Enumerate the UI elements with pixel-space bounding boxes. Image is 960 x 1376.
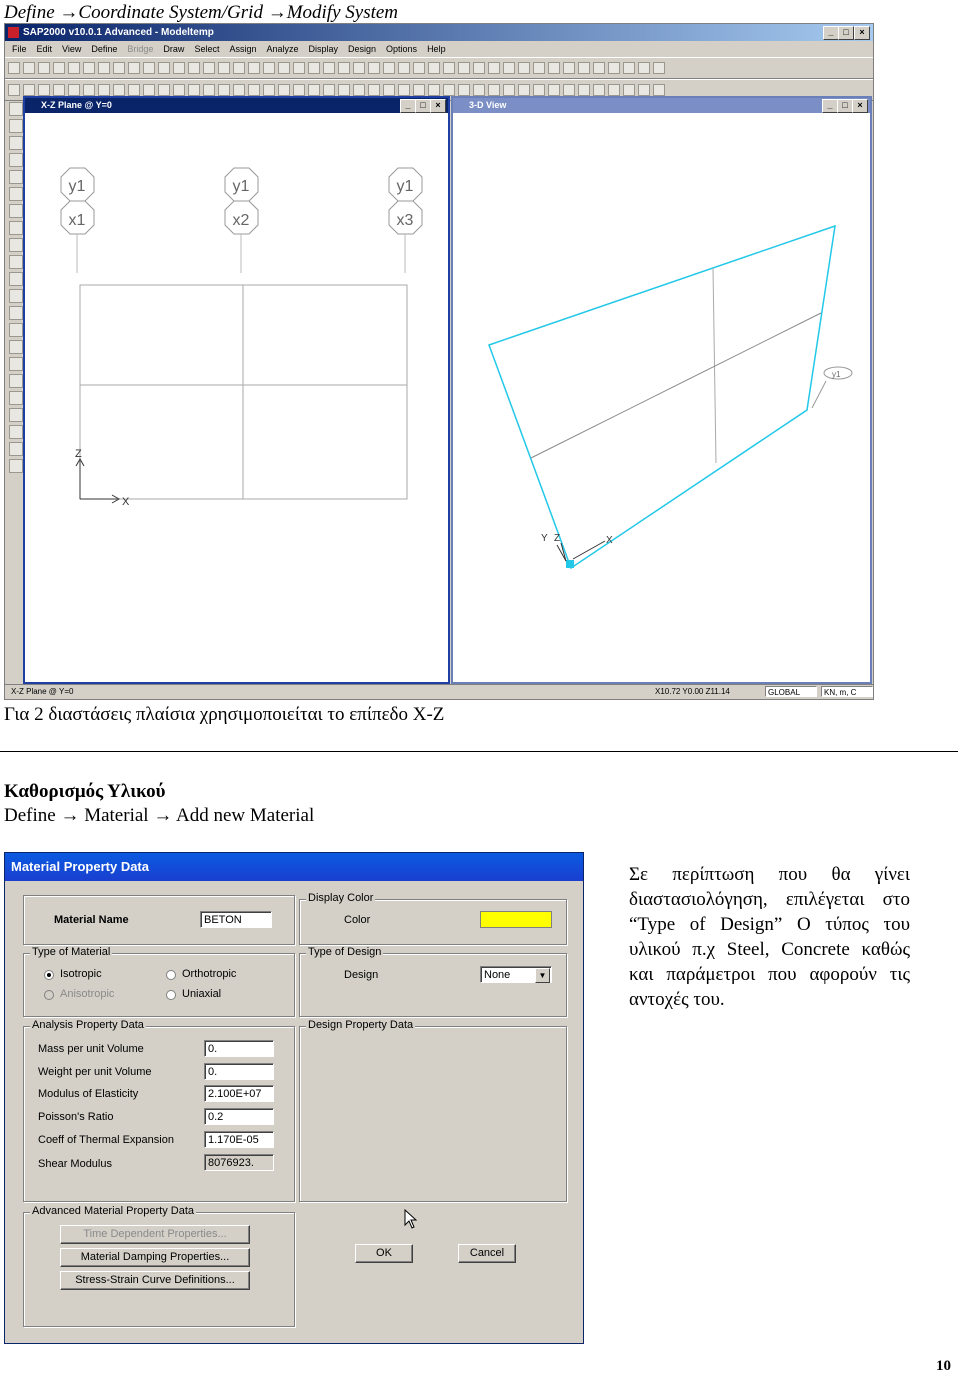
3d-maximize-button[interactable]: □ (837, 99, 853, 113)
material-name-label: Material Name (54, 914, 129, 926)
toolbar-tool-icon[interactable] (518, 62, 530, 74)
3d-bubble-label: y1 (832, 370, 841, 379)
toolbar-tool-icon[interactable] (233, 84, 245, 96)
material-damping-button[interactable]: Material Damping Properties... (60, 1248, 250, 1267)
color-label: Color (344, 914, 371, 926)
material-property-dialog (4, 852, 584, 1344)
menu-options[interactable]: Options (386, 44, 418, 54)
draw-tool-icon[interactable] (9, 119, 23, 133)
toolbar-tool-icon[interactable] (593, 84, 605, 96)
orthotropic-label: Orthotropic (182, 968, 237, 980)
toolbar-tool-icon[interactable] (368, 62, 380, 74)
toolbar-tool-icon[interactable] (518, 84, 530, 96)
weight-per-volume-input[interactable]: 0. (204, 1063, 274, 1080)
draw-tool-icon[interactable] (9, 408, 23, 422)
sap-titlebar (5, 24, 873, 41)
toolbar-tool-icon[interactable] (218, 84, 230, 96)
3d-frame-outline (489, 226, 835, 568)
menu-assign[interactable]: Assign (229, 44, 257, 54)
weight-per-volume-label: Weight per unit Volume (38, 1066, 152, 1078)
mouse-cursor-icon (404, 1209, 418, 1229)
menu-bridge[interactable]: Bridge (127, 44, 154, 54)
draw-tool-icon[interactable] (9, 306, 23, 320)
draw-tool-icon[interactable] (9, 442, 23, 456)
3d-window-title: 3-D View (469, 100, 507, 110)
draw-tool-icon[interactable] (9, 153, 23, 167)
mass-per-volume-input[interactable]: 0. (204, 1040, 274, 1057)
toolbar-tool-icon[interactable] (608, 62, 620, 74)
toolbar-tool-icon[interactable] (458, 84, 470, 96)
advanced-property-label: Advanced Material Property Data (32, 1205, 195, 1217)
xz-window-title: X-Z Plane @ Y=0 (41, 100, 112, 110)
draw-tool-icon[interactable] (9, 374, 23, 388)
path-add-new-material: Add new Material (176, 805, 315, 826)
toolbar-tool-icon[interactable] (323, 84, 335, 96)
toolbar-tool-icon[interactable] (203, 84, 215, 96)
toolbar-tool-icon[interactable] (263, 84, 275, 96)
arrow-icon: → (60, 805, 80, 826)
stress-strain-button[interactable]: Stress-Strain Curve Definitions... (60, 1271, 250, 1290)
toolbar-tool-icon[interactable] (473, 84, 485, 96)
minimize-button[interactable]: _ (823, 26, 839, 40)
toolbar-tool-icon[interactable] (8, 62, 20, 74)
toolbar-tool-icon[interactable] (608, 84, 620, 96)
toolbar-tool-icon[interactable] (488, 84, 500, 96)
anisotropic-label: Anisotropic (60, 988, 115, 1000)
axis-triad (75, 448, 130, 508)
arrow-icon: → (59, 2, 79, 23)
heading-define: Define (4, 2, 55, 23)
analysis-property-group (23, 1019, 295, 1202)
xz-maximize-button[interactable]: □ (415, 99, 431, 113)
design-label: Design (344, 969, 379, 981)
toolbar-tool-icon[interactable] (188, 84, 200, 96)
poissons-ratio-input[interactable]: 0.2 (204, 1108, 274, 1125)
toolbar-tool-icon[interactable] (218, 62, 230, 74)
toolbar-tool-icon[interactable] (83, 84, 95, 96)
toolbar-tool-icon[interactable] (248, 62, 260, 74)
isotropic-radio[interactable] (44, 970, 54, 980)
cancel-button[interactable]: Cancel (458, 1244, 516, 1263)
toolbar-tool-icon[interactable] (353, 84, 365, 96)
draw-tool-icon[interactable] (9, 102, 23, 116)
3d-minimize-button[interactable]: _ (822, 99, 838, 113)
3d-axis-z-label: Z (554, 533, 561, 544)
thermal-expansion-input[interactable]: 1.170E-05 (204, 1131, 274, 1148)
menu-help[interactable]: Help (427, 44, 446, 54)
toolbar-tool-icon[interactable] (128, 62, 140, 74)
toolbar-tool-icon[interactable] (548, 84, 560, 96)
modulus-of-elasticity-label: Modulus of Elasticity (38, 1088, 139, 1100)
sap-logo-icon (8, 27, 19, 38)
toolbar-tool-icon[interactable] (623, 62, 635, 74)
toolbar-tool-icon[interactable] (323, 62, 335, 74)
toolbar-tool-icon[interactable] (428, 62, 440, 74)
toolbar-tool-icon[interactable] (338, 84, 350, 96)
material-name-input[interactable]: BETON (200, 911, 272, 928)
material-path (4, 805, 314, 827)
toolbar-tool-icon[interactable] (563, 62, 575, 74)
toolbar-main (5, 57, 873, 79)
toolbar-tool-icon[interactable] (353, 62, 365, 74)
toolbar-tool-icon[interactable] (488, 62, 500, 74)
toolbar-tool-icon[interactable] (23, 62, 35, 74)
heading-coordinate-system: Coordinate System/Grid (78, 2, 263, 23)
3d-canvas (453, 113, 870, 682)
grid-label-top: y1 (68, 178, 86, 195)
menu-draw[interactable]: Draw (163, 44, 185, 54)
analysis-property-label: Analysis Property Data (32, 1019, 144, 1031)
coordinate-system-select[interactable]: GLOBAL (765, 686, 817, 697)
draw-tool-icon[interactable] (9, 323, 23, 337)
arrow-icon: → (267, 2, 287, 23)
grid-label-top: y1 (396, 178, 414, 195)
toolbar-tool-icon[interactable] (398, 84, 410, 96)
left-toolbar (7, 99, 23, 476)
menu-define[interactable]: Define (91, 44, 118, 54)
xz-grid-canvas (25, 113, 448, 682)
3d-axis-triad (541, 533, 613, 568)
draw-tool-icon[interactable] (9, 238, 23, 252)
sap2000-window (4, 23, 874, 700)
shear-modulus-value: 8076923. (204, 1154, 274, 1171)
menu-select[interactable]: Select (194, 44, 220, 54)
design-select[interactable] (480, 966, 552, 983)
toolbar-tool-icon[interactable] (278, 62, 290, 74)
toolbar-tool-icon[interactable] (53, 84, 65, 96)
path-define: Define (4, 805, 56, 826)
toolbar-tool-icon[interactable] (188, 62, 200, 74)
toolbar-tool-icon[interactable] (473, 62, 485, 74)
toolbar-tool-icon[interactable] (503, 84, 515, 96)
menu-view[interactable]: View (62, 44, 82, 54)
heading-path (4, 2, 398, 24)
dialog-title: Material Property Data (5, 853, 583, 881)
toolbar-tool-icon[interactable] (548, 62, 560, 74)
draw-tool-icon[interactable] (9, 170, 23, 184)
toolbar-tool-icon[interactable] (458, 62, 470, 74)
toolbar-tool-icon[interactable] (248, 84, 260, 96)
toolbar-tool-icon[interactable] (308, 62, 320, 74)
grid-bubble-1 (61, 168, 94, 234)
toolbar-tool-icon[interactable] (653, 84, 665, 96)
toolbar-tool-icon[interactable] (53, 62, 65, 74)
toolbar-tool-icon[interactable] (233, 62, 245, 74)
type-of-design-group (299, 946, 567, 1017)
draw-tool-icon[interactable] (9, 187, 23, 201)
toolbar-tool-icon[interactable] (368, 84, 380, 96)
toolbar-tool-icon[interactable] (563, 84, 575, 96)
toolbar-tool-icon[interactable] (173, 84, 185, 96)
xz-minimize-button[interactable]: _ (400, 99, 416, 113)
toolbar-tool-icon[interactable] (398, 62, 410, 74)
toolbar-tool-icon[interactable] (428, 84, 440, 96)
toolbar-tool-icon[interactable] (443, 62, 455, 74)
material-name-group (23, 895, 295, 945)
status-view-label: X-Z Plane @ Y=0 (11, 687, 74, 696)
status-bar (5, 684, 873, 699)
toolbar-tool-icon[interactable] (113, 62, 125, 74)
maximize-button[interactable]: □ (838, 26, 854, 40)
toolbar-tool-icon[interactable] (533, 62, 545, 74)
toolbar-tool-icon[interactable] (638, 84, 650, 96)
type-of-design-label: Type of Design (308, 946, 382, 958)
close-button[interactable]: × (854, 26, 870, 40)
menu-file[interactable]: File (12, 44, 27, 54)
arrow-icon: → (153, 805, 173, 826)
toolbar-tool-icon[interactable] (158, 84, 170, 96)
draw-tool-icon[interactable] (9, 255, 23, 269)
grid-label-bottom: x2 (232, 212, 250, 229)
draw-tool-icon[interactable] (9, 391, 23, 405)
display-color-label: Display Color (308, 892, 374, 904)
units-select[interactable]: KN, m, C (821, 686, 873, 697)
toolbar-tool-icon[interactable] (98, 84, 110, 96)
divider (0, 751, 958, 752)
menu-design[interactable]: Design (348, 44, 377, 54)
isotropic-label: Isotropic (60, 968, 102, 980)
xz-window-titlebar (25, 98, 448, 113)
toolbar-tool-icon[interactable] (38, 84, 50, 96)
toolbar-tool-icon[interactable] (68, 62, 80, 74)
type-of-material-label: Type of Material (32, 946, 111, 958)
toolbar-tool-icon[interactable] (203, 62, 215, 74)
toolbar-tool-icon[interactable] (638, 62, 650, 74)
status-coordinates: X10.72 Y0.00 Z11.14 (655, 687, 730, 696)
toolbar-tool-icon[interactable] (338, 62, 350, 74)
draw-tool-icon[interactable] (9, 459, 23, 473)
toolbar-tool-icon[interactable] (68, 84, 80, 96)
color-swatch[interactable] (480, 911, 552, 928)
toolbar-tool-icon[interactable] (308, 84, 320, 96)
toolbar-tool-icon[interactable] (413, 84, 425, 96)
design-property-label: Design Property Data (308, 1019, 414, 1031)
page-number: 10 (936, 1358, 951, 1374)
toolbar-tool-icon[interactable] (128, 84, 140, 96)
3d-window-titlebar (453, 98, 870, 113)
draw-tool-icon[interactable] (9, 357, 23, 371)
figure-caption: Για 2 διαστάσεις πλαίσια χρησιμοποιείται το επίπεδο X-Z (4, 704, 445, 725)
advanced-property-group (23, 1205, 295, 1327)
toolbar-tool-icon[interactable] (263, 62, 275, 74)
toolbar-tool-icon[interactable] (8, 84, 20, 96)
heading-modify-system: Modify System (286, 2, 399, 23)
toolbar-tool-icon[interactable] (98, 62, 110, 74)
uniaxial-label: Uniaxial (182, 988, 222, 1000)
display-color-group (299, 892, 567, 945)
draw-tool-icon[interactable] (9, 289, 23, 303)
toolbar-tool-icon[interactable] (503, 62, 515, 74)
description-paragraph: Σε περίπτωση που θα γίνει διαστασιολόγηση, επιλέγεται στο “Type of Design” Ο τύπος του υλικού π.χ Steel, Concrete καθώς και παράμετροι που αφορούν τις αντοχές του. (629, 864, 910, 1010)
toolbar-tool-icon[interactable] (593, 62, 605, 74)
toolbar-tool-icon[interactable] (653, 62, 665, 74)
menu-analyze[interactable]: Analyze (266, 44, 299, 54)
draw-tool-icon[interactable] (9, 425, 23, 439)
menu-bar (5, 41, 873, 57)
toolbar-tool-icon[interactable] (38, 62, 50, 74)
toolbar-tool-icon[interactable] (278, 84, 290, 96)
uniaxial-radio[interactable] (166, 990, 176, 1000)
draw-tool-icon[interactable] (9, 136, 23, 150)
toolbar-tool-icon[interactable] (533, 84, 545, 96)
toolbar-tool-icon[interactable] (443, 84, 455, 96)
sap-title: SAP2000 v10.0.1 Advanced - Modeltemp (23, 27, 214, 38)
design-select-value: None (484, 969, 511, 981)
xz-close-button[interactable]: × (430, 99, 446, 113)
toolbar-tool-icon[interactable] (578, 62, 590, 74)
3d-view-window[interactable] (451, 96, 872, 684)
poissons-ratio-label: Poisson's Ratio (38, 1111, 114, 1123)
orthotropic-radio[interactable] (166, 970, 176, 980)
grid-label-top: y1 (232, 178, 250, 195)
grid-bubble-3 (389, 168, 422, 234)
thermal-expansion-label: Coeff of Thermal Expansion (38, 1134, 174, 1146)
axis-x-label: X (122, 496, 130, 508)
grid-bubble-2 (225, 168, 258, 234)
toolbar-tool-icon[interactable] (383, 62, 395, 74)
mass-per-volume-label: Mass per unit Volume (38, 1043, 144, 1055)
toolbar-tool-icon[interactable] (413, 62, 425, 74)
toolbar-tool-icon[interactable] (293, 84, 305, 96)
3d-close-button[interactable]: × (852, 99, 868, 113)
shear-modulus-label: Shear Modulus (38, 1158, 112, 1170)
toolbar-tool-icon[interactable] (173, 62, 185, 74)
section-title: Καθορισμός Υλικού (4, 781, 166, 802)
grid-label-bottom: x1 (68, 212, 86, 229)
draw-tool-icon[interactable] (9, 272, 23, 286)
axis-z-label: Z (75, 448, 82, 460)
grid-label-bottom: x3 (396, 212, 414, 229)
toolbar-tool-icon[interactable] (578, 84, 590, 96)
type-of-material-group (23, 946, 295, 1017)
3d-axis-y-label: Y (541, 533, 548, 544)
toolbar-tool-icon[interactable] (143, 84, 155, 96)
toolbar-tool-icon[interactable] (143, 62, 155, 74)
xz-plane-window[interactable] (23, 96, 450, 684)
toolbar-tool-icon[interactable] (383, 84, 395, 96)
toolbar-tool-icon[interactable] (293, 62, 305, 74)
toolbar-tool-icon[interactable] (113, 84, 125, 96)
modulus-of-elasticity-input[interactable]: 2.100E+07 (204, 1085, 274, 1102)
design-property-group (299, 1019, 567, 1202)
menu-display[interactable]: Display (308, 44, 339, 54)
draw-tool-icon[interactable] (9, 204, 23, 218)
menu-edit[interactable]: Edit (36, 44, 53, 54)
draw-tool-icon[interactable] (9, 340, 23, 354)
time-dependent-button[interactable]: Time Dependent Properties... (60, 1225, 250, 1244)
draw-tool-icon[interactable] (9, 221, 23, 235)
toolbar-tool-icon[interactable] (158, 62, 170, 74)
ok-button[interactable]: OK (355, 1244, 413, 1263)
toolbar-tool-icon[interactable] (83, 62, 95, 74)
3d-axis-x-label: X (606, 535, 613, 546)
toolbar-tool-icon[interactable] (23, 84, 35, 96)
toolbar-tool-icon[interactable] (623, 84, 635, 96)
anisotropic-radio[interactable] (44, 990, 54, 1000)
path-material: Material (84, 805, 149, 826)
chevron-down-icon[interactable]: ▼ (535, 968, 550, 983)
